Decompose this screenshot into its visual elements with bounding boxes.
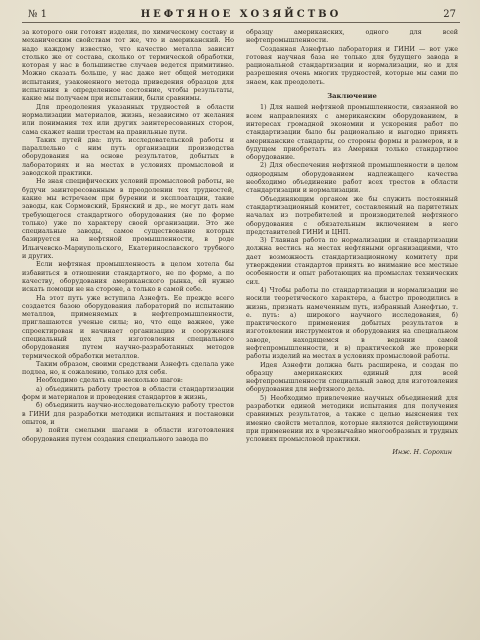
paragraph: Созданная Азнефтью лаборатория и ГИНИ — вот уже готовая научная база не только для будущего завода в рациональной стандартизации и нормализации, но и для разрешения очень многих трудностей, которые мы сами по знаем, как преодолеть.: [246, 44, 458, 86]
section-heading-conclusion: Заключение: [327, 92, 377, 101]
conclusion-item: 2) Для обеспечения нефтяной промышленности в целом однородным оборудованием надлежащего качества необходимо объединение работ всех трестов в области стандартизации и нормализации.: [246, 161, 458, 195]
author-signature: Инж. Н. Сорокин: [392, 447, 452, 456]
list-item: а) объединить работу трестов в области стандартизации форм и материалов и проведения стандартов в жизнь,: [22, 384, 234, 402]
right-column: [246, 28, 458, 632]
conclusion-item: 3) Главная работа по нормализации и стандартизации должна вестись на местах нефтяными организациями, что дает возможность стандартизационному комитету при утверждении стандартов принять во внимание все местные особенности и опыт работающих на промыслах технических сил.: [246, 236, 458, 286]
conclusion-item: 5) Необходимо привлечение научных объединений для разработки единой методики испытания для получения сравнимых результатов, а также с целью выяснения тех именно свойств металлов, которые являются действующими при применении их в чрезвычайно многообразных и трудных условиях промысловой практики.: [246, 393, 458, 444]
conclusion-item: Идея Азнефти должна быть расширена, и создан по образцу американских единый для всей нефтепромышленности специальный завод для изготовления оборудования для нефтяного дела.: [246, 360, 458, 394]
conclusion-item: 4) Чтобы работы по стандартизации и нормализации не носили теоретического характера, а быстро проводились в жизнь, признать намеченным путь, избранный Азнефтью, т. е. путь: а) широкого научного исследования, б) практического применения добытых результатов в изготовлении инструментов и оборудования на специальном заводе, находящемся в ведении самой нефтепромышленности, и в) практической же проверки работы изделий на местах в условиях промысловой работы.: [246, 285, 458, 361]
page-number: 27: [443, 9, 456, 20]
conclusion-item: Объединяющим органом же бы служить постоянный стандартизационный комитет, составленный на паритетных началах из потребителей и производителей нефтяного оборудования с обязательным включением в него представителей ГИНИ и ЦНП.: [246, 194, 458, 236]
paragraph: Таких путей два: путь исследовательской работы и параллельно с ним путь организации производства оборудования на основе результатов, добытых в лабораториях и на местах в условиях промысловой и заводской практики.: [22, 135, 234, 178]
journal-title: НЕФТЯНОЕ ХОЗЯЙСТВО: [140, 9, 342, 20]
left-column: [22, 28, 234, 632]
list-item: б) объединить научно-исследовательскую работу трестов в ГИНИ для разработки методики испытания и постановки опытов, и: [22, 401, 234, 426]
paragraph: Для преодоления указанных трудностей в области нормализации материалов, жизнь, независимо от желания или понимания тех или других заинтересованных сторон, сама скажет наши трестам на правильные пути.: [22, 102, 234, 136]
paragraph: образцу американских, одного для всей нефтепромышленности.: [246, 28, 458, 45]
paragraph: Необходимо сделать еще несколько шагов:: [36, 376, 183, 385]
page-header: [22, 8, 460, 23]
list-item: в) пойти смелыми шагами в области изготовления оборудования путем создания специального завода по: [22, 426, 234, 443]
paragraph: Если нефтяная промышленность в целом хотела бы избавиться в отношении стандартного, не по форме, а по качеству, оборудования американского рынка, ей нужно искать помощи не на стороне, а только в самой себе.: [22, 260, 234, 294]
paragraph: Не зная специфических условий промысловой работы, не будучи заинтересованным в преодолении тех трудностей, какие мы встречаем при бурении и эксплоатации, такие заводы, как Сормовский, Брянский и др., не могут дать нам требующегося стандартного оборудования (не по форме только) уже по характеру своей организации. Это же специальные заводы, самое существование которых базируется на нефтяной промышленности, в роде Ильичевско-Мариупольского, Екатеринославского трубного и других.: [22, 177, 234, 261]
issue-number: № 1: [28, 9, 48, 20]
paragraph: Таким образом, своими средствами Азнефть сделала уже подлеа, но, к сожалению, только для себя.: [22, 359, 234, 377]
paragraph: На этот путь уже вступила Азнефть. Ее прежде всего создается базою оборудования лабораторий по испытанию металлов, применяемых в нефтепромышленности, приглашаются ученые силы; но, что еще важнее, уже спроектирован и начинает организацию и сооружения специальный цех для изготовления специального оборудования путем научно-разработанных методов термической обработки металлов.: [22, 293, 234, 360]
paragraph: за которого они готовят изделия, по химическому составу и механическим свойствам тот же, что и американский. Но надо каждому известно, что качество металла зависит столько же от состава, сколько от термической обработки, которая у нас в большинстве случаев ведется примитивно. Можно сказать больше, у нас даже нет общей методики испытания, узаконенного метода приведения образцов для испытания в определенное состояние, чтобы результаты, какие мы получаем при испытании, были сравнимы.: [22, 28, 234, 103]
conclusion-item: 1) Для нашей нефтяной промышленности, связанной во всем направлениях с американским оборудованием, в интересах громадной экономии и ускорения работ по стандартизации было бы рационально и выгодно принять американские стандарты, со стороны формы и размеров, и в будущем приобретать из Америки только стандартное оборудование.: [246, 103, 458, 162]
